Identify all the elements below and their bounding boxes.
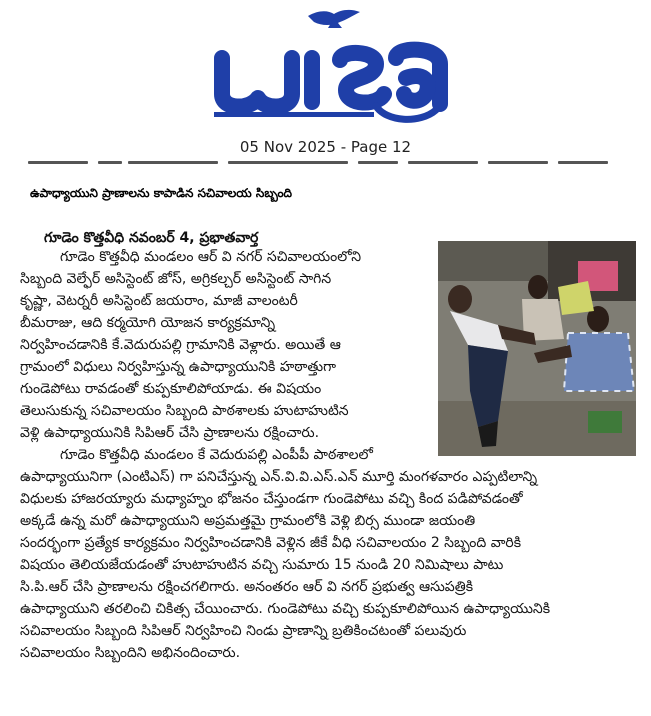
article-line: ఉపాధ్యాయునిగా (ఎంటిఎస్) గా పనిచేస్తున్న ఎన్.వి.వి.ఎస్.ఎన్ మూర్తి మంగళవారం ఎప్పటిలాన్ని: [20, 469, 538, 485]
article-line: వెళ్లి ఉపాధ్యాయునికి సిపిఆర్ చేసి ప్రాణాలను రక్షించారు.: [20, 425, 320, 441]
masthead-logo-mark: [200, 6, 460, 126]
clipped-text-strip: [28, 160, 608, 168]
article-line: నిర్వహించడానికి కే.వెదురుపల్లి గ్రామానికి వెళ్లారు. అయితే ఆ: [20, 337, 341, 353]
news-photo: [438, 241, 636, 456]
article-line: విషయం తెలియజేయడంతో హుటాహుటిన వచ్చి సుమారు 15 నుండి 20 నిమిషాలు పాటు: [20, 557, 504, 573]
article-line: సచివాలయం సిబ్బంది సిపిఆర్ నిర్వహించి నిండు ప్రాణాన్ని బ్రతికించటంతో పలువురు: [20, 623, 467, 639]
article-line: సి.పి.ఆర్ చేసి ప్రాణాలను రక్షించగలిగారు. అనంతరం ఆర్ వి నగర్ ప్రభుత్వ ఆసుపత్రికి: [20, 579, 474, 595]
article-line: సిబ్బంది వెల్ఫేర్ అసిస్టెంట్ జోస్, అగ్రికల్చర్ అసిస్టెంట్ సాగిన: [20, 271, 332, 287]
article-line: గుండెపోటు రావడంతో కుప్పకూలిపోయాడు. ఈ విషయం: [20, 381, 322, 397]
masthead-logo: [200, 6, 460, 126]
article-line: ఉపాధ్యాయుని తరలించి చికిత్స చేయించారు. గుండెపోటు వచ్చి కుప్పకూలిపోయిన ఉపాధ్యాయునికి: [20, 601, 551, 617]
article-line: గూడెం కొత్తవీధి మండలం కే వెదురుపల్లి ఎంపీపీ పాఠశాలలో: [60, 447, 373, 463]
cpr-scene-photo: [438, 241, 636, 456]
article-dateline: గూడెం కొత్తవీధి నవంబర్ 4, ప్రభాతవార్త: [44, 230, 259, 246]
article-line: సందర్భంగా ప్రత్యేక కార్యక్రమం నిర్వహించడానికి వెళ్లిన జీకే వీధి సచివాలయం 2 సిబ్బంది వారికి: [20, 535, 522, 551]
article-line: విధులకు హాజరయ్యారు మధ్యాహ్నం భోజనం చేస్తుండగా గుండెపోటు వచ్చి కింద పడిపోవడంతో: [20, 491, 523, 507]
article-line: గూడెం కొత్తవీధి మండలం ఆర్ వి నగర్ సచివాలయంలోని: [60, 249, 362, 265]
dove-icon: [308, 10, 360, 28]
article-line: తెలుసుకున్న సచివాలయం సిబ్బంది పాఠశాలకు హుటాహుటిన: [20, 403, 349, 419]
edition-date: 05 Nov 2025 - Page 12: [239, 138, 412, 156]
article-headline: ఉపాధ్యాయుని ప్రాణాలను కాపాడిన సచివాలయ సిబ్బంది: [30, 186, 293, 200]
article-line: కృష్ణా, వెటర్నరీ అసిస్టెంట్ జయరాం, మాజీ వాలంటరీ: [20, 293, 298, 309]
article-line: అక్కడే ఉన్న మరో ఉపాధ్యాయుని అప్రమత్తమై గ్రామంలోకి వెళ్లి బిర్స ముండా జయంతి: [20, 513, 476, 529]
article-line: గ్రామంలో విధులు నిర్వహిస్తున్న ఉపాధ్యాయునికి హఠాత్తుగా: [20, 359, 337, 375]
article-line: సచివాలయం సిబ్బందిని అభినందించారు.: [20, 645, 241, 661]
article-line: బీమరాజు, ఆది కర్మయోగి యోజన కార్యక్రమాన్ని: [20, 315, 276, 331]
